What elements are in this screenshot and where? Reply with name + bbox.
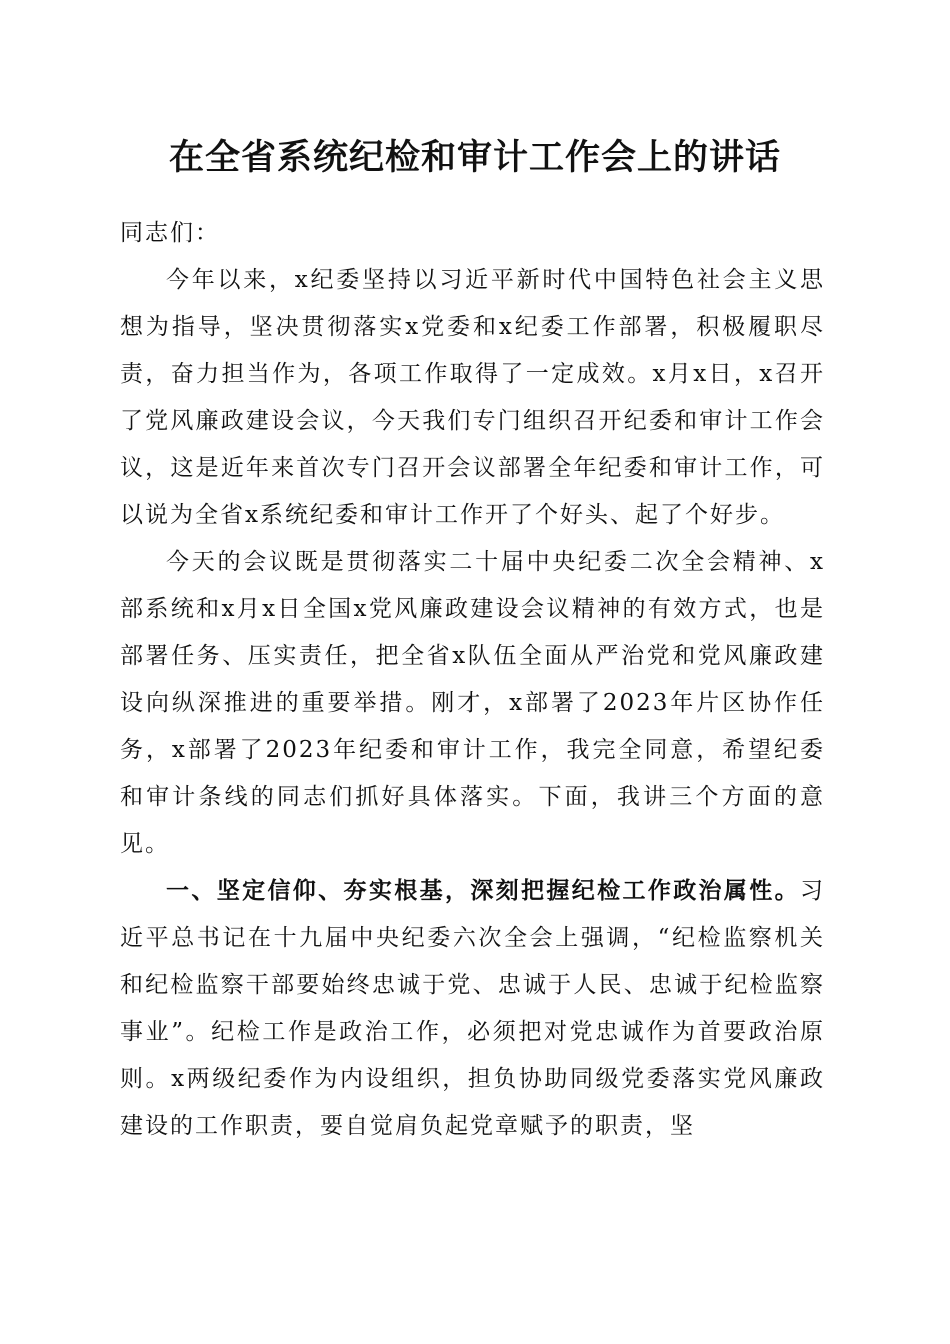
paragraph-1: [120, 257, 825, 539]
paragraph-3: [120, 868, 825, 1150]
document-body: [120, 210, 825, 1150]
document-title: 在全省系统纪检和审计工作会上的讲话: [168, 137, 781, 178]
section-heading-1: 一、坚定信仰、夯实根基，深刻把握纪检工作政治属性。: [166, 878, 800, 904]
paragraph-2-text: 今天的会议既是贯彻落实二十届中央纪委二次全会精神、x部系统和x月x日全国x党风廉政建设会议精神的有效方式，也是部署任务、压实责任，把全省x队伍全面从严治党和党风廉政建设向纵深推进的重要举措。刚才，x部署了2023年片区协作任务，x部署了2023年纪委和审计工作，我完全同意，希望纪委和审计条线的同志们抓好具体落实。下面，我讲三个方面的意见。: [120, 549, 825, 857]
paragraph-1-text: 今年以来，x纪委坚持以习近平新时代中国特色社会主义思想为指导，坚决贯彻落实x党委和x纪委工作部署，积极履职尽责，奋力担当作为，各项工作取得了一定成效。x月x日，x召开了党风廉政建设会议，今天我们专门组织召开纪委和审计工作会议，这是近年来首次专门召开会议部署全年纪委和审计工作，可以说为全省x系统纪委和审计工作开了个好头、起了个好步。: [120, 267, 825, 528]
paragraph-3-text: 习近平总书记在十九届中央纪委六次全会上强调，“纪检监察机关和纪检监察干部要始终忠诚于党、忠诚于人民、忠诚于纪检监察事业”。纪检工作是政治工作，必须把对党忠诚作为首要政治原则。x两级纪委作为内设组织，担负协助同级党委落实党风廉政建设的工作职责，要自觉肩负起党章赋予的职责，坚: [120, 878, 825, 1139]
paragraph-2: [120, 539, 825, 868]
salutation: 同志们：: [120, 220, 220, 246]
